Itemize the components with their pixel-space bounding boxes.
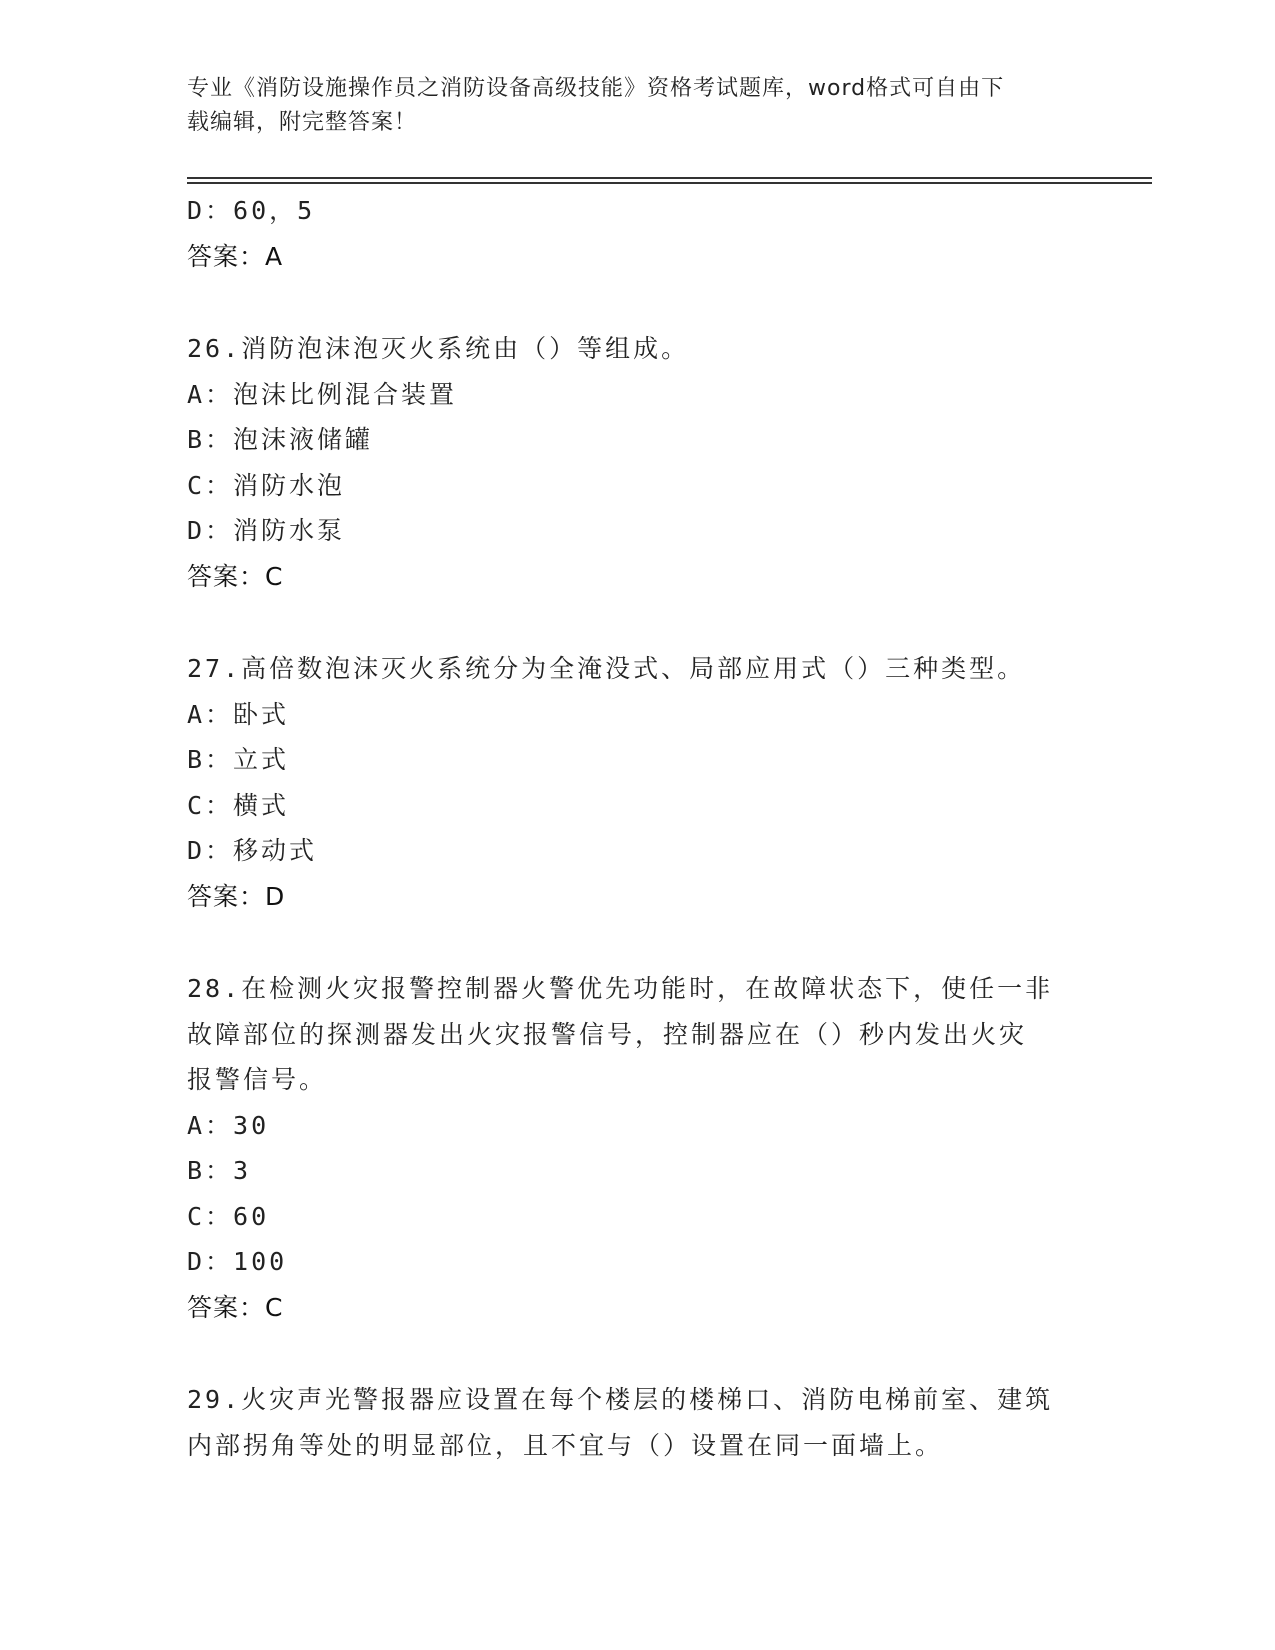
- question-29: [187, 1377, 1087, 1468]
- document-header: [187, 72, 1087, 140]
- question-26: [187, 326, 1087, 599]
- question-stem-line-3: 报警信号。: [187, 1065, 328, 1094]
- question-content: [187, 188, 1087, 1468]
- question-28: [187, 966, 1087, 1330]
- question-stem-line-1: 29.火灾声光警报器应设置在每个楼层的楼梯口、消防电梯前室、建筑: [187, 1385, 1054, 1414]
- question-stem: 27.高倍数泡沫灭火系统分为全淹没式、局部应用式（）三种类型。: [187, 654, 1026, 683]
- answer-line: 答案：C: [187, 561, 284, 591]
- option-b: B：泡沫液储罐: [187, 425, 374, 454]
- option-a: A：30: [187, 1110, 270, 1140]
- question-stem-line-2: 故障部位的探测器发出火灾报警信号，控制器应在（）秒内发出火灾: [187, 1019, 1028, 1049]
- question-stem-line-2: 内部拐角等处的明显部位，且不宜与（）设置在同一面墙上。: [187, 1430, 944, 1460]
- header-line-1: 专业《消防设施操作员之消防设备高级技能》资格考试题库，word格式可自由下: [187, 76, 1005, 101]
- question-25-tail: [187, 188, 1087, 279]
- header-divider-bottom: [187, 182, 1152, 184]
- option-d: D：移动式: [187, 836, 318, 865]
- header-line-2: 载编辑，附完整答案！: [187, 110, 418, 135]
- answer-line: 答案：C: [187, 1292, 284, 1322]
- option-d: D：100: [187, 1247, 288, 1276]
- question-27: [187, 646, 1087, 919]
- question-stem: 26.消防泡沫泡灭火系统由（）等组成。: [187, 334, 690, 363]
- option-a: A：泡沫比例混合装置: [187, 379, 458, 409]
- answer-line: 答案：A: [187, 241, 284, 271]
- option-d: D：60，5: [187, 196, 316, 225]
- option-c: C：60: [187, 1201, 270, 1231]
- option-c: C：横式: [187, 790, 290, 820]
- option-a: A：卧式: [187, 699, 290, 729]
- answer-line: 答案：D: [187, 881, 286, 911]
- option-c: C：消防水泡: [187, 470, 346, 500]
- option-d: D：消防水泵: [187, 516, 346, 545]
- option-b: B：3: [187, 1156, 252, 1185]
- question-stem-line-1: 28.在检测火灾报警控制器火警优先功能时，在故障状态下，使任一非: [187, 974, 1054, 1003]
- option-b: B：立式: [187, 745, 290, 774]
- header-divider-top: [187, 177, 1152, 179]
